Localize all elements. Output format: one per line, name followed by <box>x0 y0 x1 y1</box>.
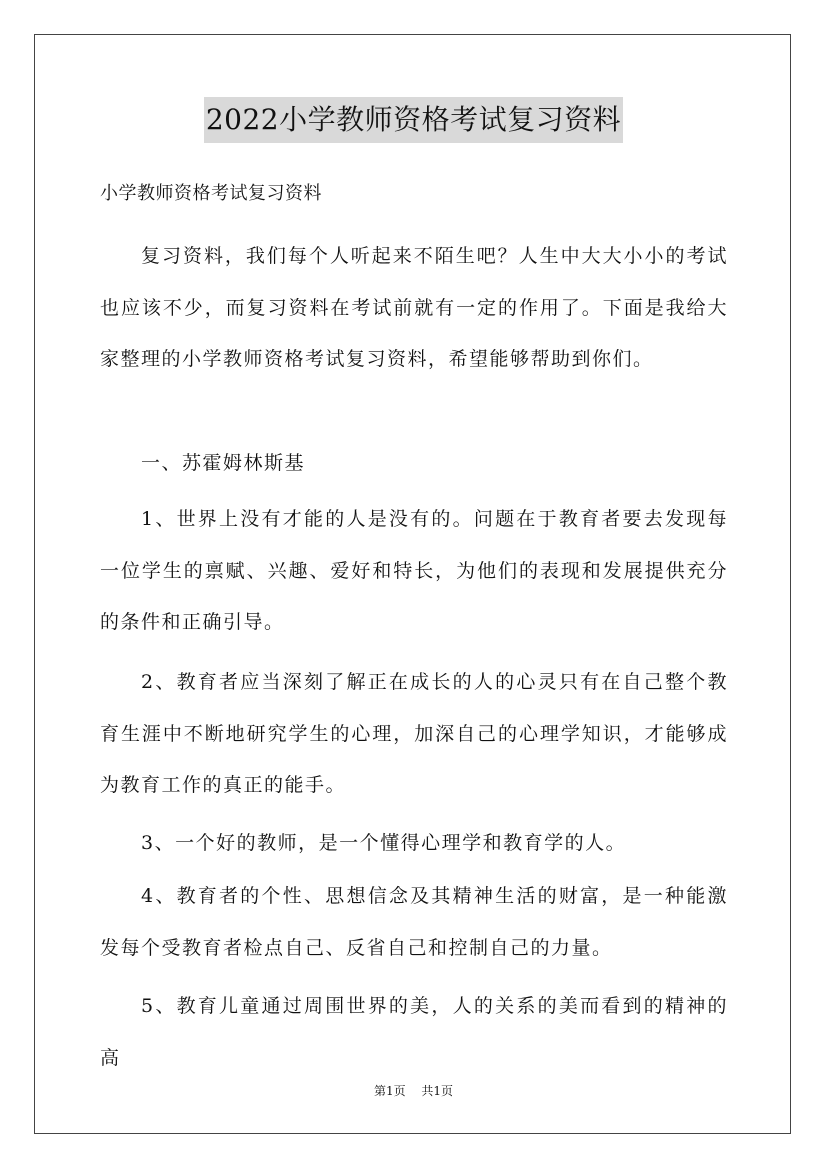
page-total: 共1页 <box>421 1084 454 1098</box>
document-title: 2022小学教师资格考试复习资料 <box>204 97 623 143</box>
quote-paragraph-5: 5、教育儿童通过周围世界的美，人的关系的美而看到的精神的高 <box>100 995 728 1069</box>
title-area <box>0 97 827 143</box>
intro-paragraph: 复习资料，我们每个人听起来不陌生吧？人生中大大小小的考试也应该不少，而复习资料在考试前就有一定的作用了。下面是我给大家整理的小学教师资格考试复习资料，希望能够帮助到你们。 <box>100 245 728 370</box>
quote-paragraph-1: 1、世界上没有才能的人是没有的。问题在于教育者要去发现每一位学生的禀赋、兴趣、爱好和特长，为他们的表现和发展提供充分的条件和正确引导。 <box>100 508 728 633</box>
quote-paragraph-4: 4、教育者的个性、思想信念及其精神生活的财富，是一种能激发每个受教育者检点自己、反省自己和控制自己的力量。 <box>100 885 728 959</box>
section-heading: 一、苏霍姆林斯基 <box>141 452 306 474</box>
quote-paragraph-2: 2、教育者应当深刻了解正在成长的人的心灵只有在自己整个教育生涯中不断地研究学生的心理，加深自己的心理学知识，才能够成为教育工作的真正的能手。 <box>100 671 728 796</box>
page-number: 第1页 <box>373 1084 406 1098</box>
document-subtitle: 小学教师资格考试复习资料 <box>100 183 322 204</box>
page-footer <box>0 1083 827 1099</box>
quote-paragraph-3: 3、一个好的教师，是一个懂得心理学和教育学的人。 <box>141 832 627 854</box>
